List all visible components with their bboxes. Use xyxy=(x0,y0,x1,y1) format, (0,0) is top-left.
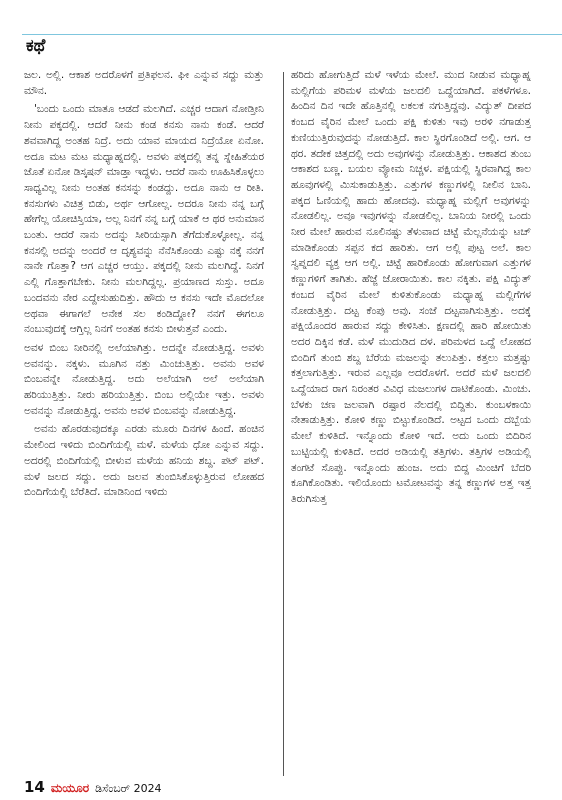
left-column xyxy=(24,68,264,776)
header-rule xyxy=(22,34,562,35)
page-footer xyxy=(24,778,162,796)
section-title: ಕಥೆ xyxy=(26,36,46,56)
page-number: 14 xyxy=(24,778,45,796)
paragraph: ಹರಿದು ಹೋಗುತ್ತಿದೆ ಮಳೆ ಇಳೆಯ ಮೇಲೆ. ಮುದ ನೀಡುವ ಮಧ್ಯಾಹ್ನ ಮಲ್ಲಿಗೆಯ ಪರಿಮಳ ಮಳೆಯ ಜಲದಲಿ ಒದ್ದೆಯಾಗಿದೆ. ಪಕಳೆಗಳೂ. ಹಿಂದಿನ ದಿನ ಇದೇ ಹೊತ್ತಿನಲ್ಲಿ ಲಕಲಕ ನಗುತ್ತಿದ್ದವು. ವಿದ್ಯುತ್ ದೀಪದ ಕಂಬದ ವೈರಿನ ಮೇಲೆ ಒಂದು ಪಕ್ಷಿ ಕುಳಿತು ಇವು ಅರಳಿ ನಗಾಡುತ್ತ ಕುಣಿಯುತ್ತಿರುವುದನ್ನು ನೋಡುತ್ತಿದೆ. ಕಾಲ ಸ್ಥಿರಗೊಂಡಿದೆ ಅಲ್ಲಿ. ಆಗ. ಆ ಥರ. ತದೇಕ ಚಿತ್ತದಲ್ಲಿ ಅದು ಅವುಗಳನ್ನು ನೋಡುತ್ತಿತ್ತು. ಆಕಾಶದ ತುಂಬ ಆಕಾಶದ ಬಣ್ಣ. ಬಯಲ ವ್ಯೋಮ ನಿಚ್ಚಳ. ಪಕ್ಷಿಯಲ್ಲಿ ಸ್ಥಿರವಾಗಿದ್ದ ಕಾಲ ಹೂವುಗಳಲ್ಲಿ ಮಿಸುಕಾಡುತ್ತಿತ್ತು. ಎತ್ತುಗಳ ಕಣ್ಣುಗಳಲ್ಲಿ ನೀಲಿನ ಬಾನಿ. ಪಕ್ಕದ ಓಣಿಯಲ್ಲಿ ಹಾದು ಹೋದವು. ಮಧ್ಯಾಹ್ನ ಮಲ್ಲಿಗೆ ಅವುಗಳನ್ನು ನೋಡಲಿಲ್ಲ. ಅವೂ ಇವುಗಳನ್ನು ನೋಡಲಿಲ್ಲ. ಬಾನಿಯ ನೀರಲ್ಲಿ ಒಂದು ನೀರ ಮೇಲೆ ಹಾರುವ ನೂಲಿನಷ್ಟು ತೆಳುವಾದ ಚಿಟ್ಟೆ ಮೆಲ್ಲನೆಯನ್ನು ಟಚ್ ಮಾಡಿಕೊಂಡು ಸಪ್ಪನ ಕದ ಹಾರಿತು. ಆಗ ಅಲ್ಲಿ ಪುಟ್ಟ ಅಲೆ. ಕಾಲ ಸ್ವಪ್ನದಲಿ ವ್ಯಕ್ತ ಆಗ ಅಲ್ಲಿ. ಚಿಟ್ಟೆ ಹಾರಿಕೊಂಡು ಹೋಗುವಾಗ ಎತ್ತುಗಳ ಕಣ್ಣುಗಳಿಗೆ ತಾಗಿತು. ಹೆಜ್ಜೆ ಜೋರಾಯಿತು. ಕಾಲ ನಕ್ಕಿತು. ಪಕ್ಷಿ ವಿದ್ಯುತ್ ಕಂಬದ ವೈರಿನ ಮೇಲೆ ಕುಳಿತುಕೊಂಡು ಮಧ್ಯಾಹ್ನ ಮಲ್ಲಿಗೆಗಳ ನೋಡುತ್ತಿತ್ತು. ದಟ್ಟ ಕೆಂಪು ಅವು. ಸಂಜೆ ದಟ್ಟವಾಗಿಸುತ್ತಿತ್ತು. ಅದಕ್ಕೆ ಪಕ್ಷಿಯೊಂದರ ಹಾರುವ ಸದ್ದು ಕೇಳಿಸಿತು. ಕ್ಷಣದಲ್ಲಿ ಹಾರಿ ಹೋಯಿತು ಅದರ ದಿಕ್ಕಿನ ಕಡೆ. ಮಳೆ ಮುದುಡಿದ ದಳ. ಪರಿಮಳದ ಒದ್ದೆ ಲೋಹದ ಬಿಂದಿಗೆ ತುಂಬಿ ಶಬ್ದ ಬೆರೆಯ ಮಜಲನ್ನು ತಲುಪಿತ್ತು. ಕತ್ತಲು ಮತ್ತಷ್ಟು ಕತ್ತಲಾಗುತ್ತಿತ್ತು. ಇರುವ ಎಲ್ಲವೂ ಅದರೊಳಗೆ. ಅದರೆ ಮಳೆ ಜಲದಲಿ ಒದ್ದೆಯಾದ ರಾಗ ನಿರಂತರ ವಿವಿಧ ಮಜಲುಗಳ ದಾಟಿಕೊಂಡು. ಮಿಂಚು. ಬೆಳಕು ಚಣ ಜಲವಾಗಿ ರಷ್ಪಾರ ನೆಲದಲ್ಲಿ ಬಿದ್ದಿತು. ಕುಂಬಳಕಾಯಿ ನೇತಾಡುತ್ತಿತ್ತು. ಕೋಳಿ ಕಣ್ಣು ಬಿಟ್ಟುಕೊಂಡಿದೆ. ಅಟ್ಟದ ಒಂದು ದಬ್ಬೆಯ ಮೇಲೆ ಕುಳಿತಿದೆ. ಇನ್ನೊಂದು ಕೋಳಿ ಇದೆ. ಅದು ಒಂದು ಬಿದಿರಿನ ಬುಟ್ಟಿಯಲ್ಲಿ ಕುಳಿತಿದೆ. ಅದರ ಅಡಿಯಲ್ಲಿ ತತ್ತಿಗಳು. ತತ್ತಿಗಳ ಅಡಿಯಲ್ಲಿ ತಂಗಟೆ ಸೊಪ್ಪು. ಇನ್ನೊಂದು ಹುಂಜ. ಅದು ಬಿದ್ದ ಮಿಂಚಿಗೆ ಬೆದರಿ ಕೂಗಿಕೊಂಡಿತು. ಇಲಿಯೊಂದು ಟಮೋಟವನ್ನು ತನ್ನ ಕಣ್ಣುಗಳ ಅತ್ತ ಇತ್ತ ತಿರುಗಿಸುತ್ತ xyxy=(291,69,531,505)
column-divider xyxy=(283,72,284,776)
paragraph: 'ಬಂದು ಒಂದು ಮಾತೂ ಆಡದೆ ಮಲಗಿದೆ. ಎಚ್ಚರ ಆದಾಗ ನೋಡ್ತೀನಿ ನೀನು ಪಕ್ಕದಲ್ಲಿ. ಆದರೆ ನೀನು ಕಂಡ ಕನಸು ನಾನು ಕಂಡೆ. ಆದರೆ ಶವವಾಗಿದ್ದ ಅಂತಹ ನಿದ್ರೆ. ಅದು ಯಾವ ಮಾಯದ ನಿದ್ರೆಯೋ ಏನೋ. ಅದೂ ಮಟ ಮಟ ಮಧ್ಯಾಹ್ನದಲ್ಲಿ. ಅವಳು ಪಕ್ಕದಲ್ಲಿ ತನ್ನ ಸ್ನೇಹಿತೆಯರ ಜೊತೆ ಏನೋ ಡಿಸ್ಕಷನ್ ಮಾಡ್ತಾ ಇದ್ದಳು. ಆದರೆ ನಾನು ಊಹಿಸಿಕೊಳ್ಳಲು ಸಾಧ್ಯವಿಲ್ಲ ನೀನು ಅಂತಹ ಕನಸನ್ನು ಕಂಡದ್ದು. ಅದೂ ನಾನು ಆ ರೀತಿ. ಕನಸುಗಳು ವಿಚಿತ್ರ ಬಿಡು, ಅರ್ಥ ಆಗೋಲ್ಲ. ಅದರೂ ನೀನು ನನ್ನ ಬಗ್ಗೆ ಹೇಗೆಲ್ಲ ಯೋಚಿಸ್ತಿಯಾ, ಅಲ್ಲ ನಿನಗೆ ನನ್ನ ಬಗ್ಗೆ ಯಾಕೆ ಆ ಥರ ಅನುಮಾನ ಬಂತು. ಆದರೆ ನಾನು ಅದನ್ನು ಸೀರಿಯಸ್ಸಾಗಿ ತೆಗೆದುಕೊಳ್ಳೋಲ್ಲ. ನನ್ನ ಕನಸಲ್ಲಿ ಅದನ್ನು ಅಂದರೆ ಆ ದೃಶ್ಯವನ್ನು ನೆನೆಸಿಕೊಂಡು ಎಷ್ಟು ನಕ್ಕೆ ನನಗೆ ನಾನೇ ಗೊತ್ತಾ? ಆಗ ಎಚ್ಚರ ಆಯ್ತು. ಪಕ್ಕದಲ್ಲಿ ನೀನು ಮಲಗಿದ್ದೆ. ನಿನಗೆ ಎಲ್ಲಿ ಗೊತ್ತಾಗಬೇಕು. ನೀನು ಮಲಗಿದ್ದಲ್ಲ. ಪ್ರಯಾಣದ ಸುಸ್ತು. ಅದೂ ಬಂದವನು ನೇರ ಎದ್ದೇಸುಹುದಿತ್ತು. ಹೌದು ಆ ಕನಸು ಇದೇ ಮೊದಲೋ ಅಥವಾ ಈಗಾಗಲೆ ಅನೇಕ ಸಲ ಕಂಡಿದ್ದೋ? ನನಗೆ ಈಗಲೂ ನಂಬುವುದಕ್ಕೆ ಆಗ್ತಿಲ್ಲ ನಿನಗೆ ಅಂತಹ ಕನಸು ಬೀಳುತ್ತವೆ ಎಂದು. xyxy=(24,103,264,336)
right-column xyxy=(291,68,531,776)
paragraph: ಅವಳ ಬಿಂಬ ನೀರಿನಲ್ಲಿ ಅಲೆಯಾಗಿತ್ತು. ಅದನ್ನೇ ನೋಡುತ್ತಿದ್ದ. ಅವಳು ಅವನನ್ನು. ನಕ್ಕಳು. ಮೂಗಿನ ನತ್ತು ಮಿಂಚುತ್ತಿತ್ತು. ಅವನು ಅವಳ ಬಿಂಬವನ್ನೇ ನೋಡುತ್ತಿದ್ದ. ಅದು ಅಲೆಯಾಗಿ ಅಲೆ ಅಲೆಯಾಗಿ ಹರಿಯುತ್ತಿತ್ತು. ನೀರು ಹರಿಯುತ್ತಿತ್ತು. ಬಿಂಬ ಅಲ್ಲಿಯೇ ಇತ್ತು. ಅವಳು ಅವನನ್ನು ನೋಡುತ್ತಿದ್ದ. ಅವನು ಅವಳ ಬಿಂಬವನ್ನು ನೋಡುತ್ತಿದ್ದ. xyxy=(24,341,264,417)
magazine-logo: ಮಯೂರ xyxy=(50,781,90,795)
section-header xyxy=(22,22,562,64)
paragraph: ಅವನು ಹೊರಡುವುದಕ್ಕೂ ಎರಡು ಮೂರು ದಿನಗಳ ಹಿಂದೆ. ಹಂಚಿನ ಮೇಲಿಂದ ಇಳಿದು ಬಿಂದಿಗೆಯಲ್ಲಿ ಮಳೆ. ಮಳೆಯ ಧೋ ಎನ್ನುವ ಸದ್ದು. ಅದರಲ್ಲಿ ಬಿಂದಿಗೆಯಲ್ಲಿ ಬೀಳುವ ಮಳೆಯ ಹನಿಯ ಶಬ್ದ. ಪಟ್ ಪಟ್. ಮಳೆ ಜಲದ ಸದ್ದು. ಅದು ಜಲವ ತುಂಬಿಸಿಕೊಳ್ಳುತ್ತಿರುವ ಲೋಹದ ಬಿಂದಿಗೆಯಲ್ಲಿ ಬೆರೆತಿದೆ. ಮಾಡಿನಿಂದ ಇಳಿದು xyxy=(24,423,264,499)
paragraph: ಜಲ. ಅಲ್ಲಿ. ಆಕಾಶ ಅದರೊಳಗೆ ಪ್ರತಿಫಲನ. ಘೀ ಎನ್ನುವ ಸದ್ದು ಮತ್ತು ಮೌನ. xyxy=(24,69,264,97)
issue-date: ಡಿಸೆಂಬರ್ 2024 xyxy=(95,782,162,795)
